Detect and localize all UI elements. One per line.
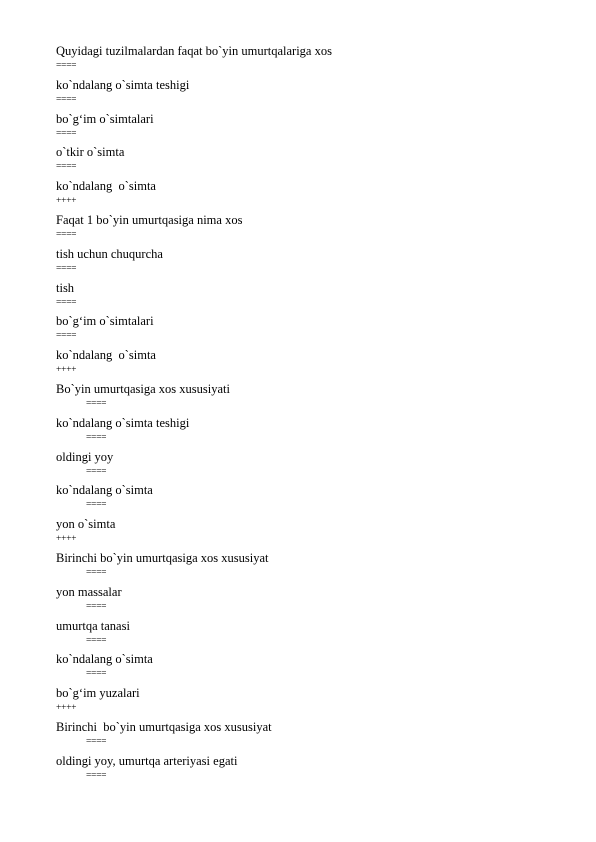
- question-separator: ++++: [56, 365, 77, 376]
- text-line: Quyidagi tuzilmalardan faqat bo`yin umurtqalariga xos: [56, 44, 332, 58]
- text-line: ko`ndalang o`simta teshigi: [56, 415, 190, 430]
- answer-separator: ====: [86, 770, 107, 781]
- text-line: bo`g‘im o`simtalari: [56, 314, 154, 329]
- text-line: tish uchun chuqurcha: [56, 246, 163, 261]
- text-line: bo`g‘im yuzalari: [56, 686, 140, 701]
- answer-separator: ====: [56, 128, 77, 139]
- answer-separator: ====: [86, 432, 107, 443]
- text-line: ko`ndalang o`simta: [56, 348, 156, 363]
- text-line: bo`g‘im o`simtalari: [56, 111, 154, 126]
- answer-separator: ====: [56, 331, 77, 342]
- answer-separator: ====: [56, 94, 77, 105]
- text-line: Birinchi bo`yin umurtqasiga xos xususiyat: [56, 551, 269, 565]
- answer-separator: ====: [86, 466, 107, 477]
- text-line: o`tkir o`simta: [56, 145, 125, 160]
- text-line: yon massalar: [56, 584, 122, 599]
- answer-separator: ====: [86, 736, 107, 747]
- answer-separator: ====: [56, 162, 77, 173]
- text-line: tish: [56, 280, 75, 295]
- text-line: umurtqa tanasi: [56, 618, 130, 633]
- text-line: oldingi yoy: [56, 449, 114, 464]
- answer-separator: ====: [56, 229, 77, 240]
- answer-separator: ====: [86, 669, 107, 680]
- text-line: ko`ndalang o`simta: [56, 483, 153, 498]
- answer-separator: ====: [56, 297, 77, 308]
- text-line: Bo`yin umurtqasiga xos xususiyati: [56, 382, 230, 396]
- text-line: ko`ndalang o`simta teshigi: [56, 77, 190, 92]
- answer-separator: ====: [86, 635, 107, 646]
- answer-separator: ====: [86, 601, 107, 612]
- answer-separator: ====: [56, 60, 77, 71]
- text-line: Birinchi bo`yin umurtqasiga xos xususiyat: [56, 720, 272, 734]
- text-line: ko`ndalang o`simta: [56, 652, 153, 667]
- answer-separator: ====: [56, 263, 77, 274]
- question-separator: ++++: [56, 534, 77, 545]
- answer-separator: ====: [86, 398, 107, 409]
- text-line: Faqat 1 bo`yin umurtqasiga nima xos: [56, 213, 243, 227]
- answer-separator: ====: [86, 500, 107, 511]
- text-line: ko`ndalang o`simta: [56, 179, 156, 194]
- question-separator: ++++: [56, 196, 77, 207]
- question-separator: ++++: [56, 703, 77, 714]
- answer-separator: ====: [86, 567, 107, 578]
- text-line: yon o`simta: [56, 517, 116, 532]
- text-line: oldingi yoy, umurtqa arteriyasi egati: [56, 753, 238, 768]
